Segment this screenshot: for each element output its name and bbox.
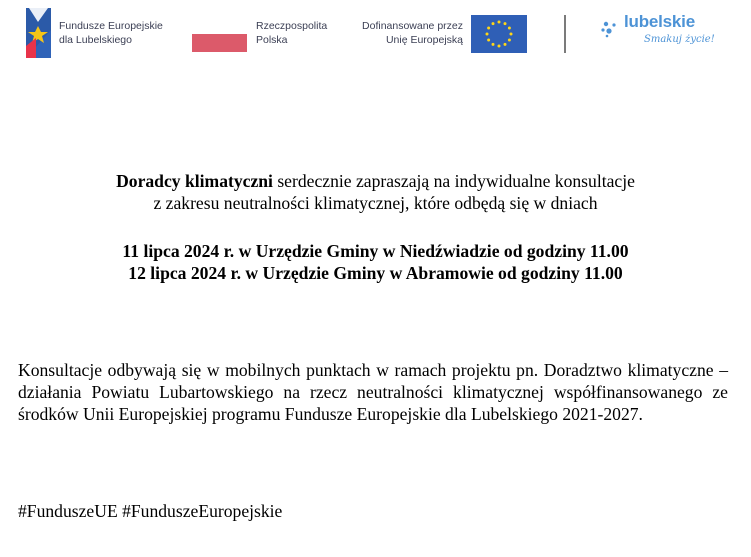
eu-star-icon bbox=[510, 33, 513, 36]
logo-bar bbox=[0, 0, 751, 66]
fundusze-europejskie-text bbox=[59, 19, 163, 47]
eu-flag-icon bbox=[471, 15, 527, 58]
lubelskie-mark-icon bbox=[600, 16, 624, 40]
logo-divider bbox=[564, 15, 566, 53]
event-dates bbox=[0, 240, 751, 284]
eu-star-icon bbox=[487, 39, 490, 42]
eu-star-icon bbox=[486, 33, 489, 36]
event-date-2: 12 lipca 2024 r. w Urzędzie Gminy w Abramowie od godziny 11.00 bbox=[128, 263, 623, 283]
invitation-line1 bbox=[0, 170, 751, 192]
lubelskie-slogan: Smakuj życie! bbox=[644, 34, 715, 45]
fundusze-europejskie-emblem-icon bbox=[26, 8, 51, 58]
rp-line2: Polska bbox=[256, 34, 288, 46]
invitation-bold-lead: Doradcy klimatyczni bbox=[116, 171, 273, 191]
fundusze-line1: Fundusze Europejskie bbox=[59, 20, 163, 32]
eu-line2: Unię Europejską bbox=[385, 34, 463, 46]
consultation-paragraph: Konsultacje odbywają się w mobilnych punktach w ramach projektu pn. Doradztwo klimatyczne – działania Powiatu Lubartowskiego na rzecz neutralności klimatycznej współfinansowanego ze środków Unii Europejskiej programu Fundusze Europejskie dla Lubelskiego 2021-2027. bbox=[18, 360, 728, 424]
invitation-line1-rest: serdecznie zapraszają na indywidualne konsultacje bbox=[272, 171, 635, 191]
fundusze-europejskie-logo bbox=[26, 8, 163, 58]
eu-star-icon bbox=[498, 21, 501, 24]
hashtags: #FunduszeUE #FunduszeEuropejskie bbox=[18, 501, 283, 521]
eu-star-icon bbox=[498, 45, 501, 48]
eu-star-icon bbox=[492, 43, 495, 46]
eu-star-icon bbox=[487, 27, 490, 30]
invitation-line2: z zakresu neutralności klimatycznej, które odbędą się w dniach bbox=[153, 193, 598, 213]
rp-flag bbox=[192, 16, 247, 52]
invitation-text bbox=[0, 170, 751, 214]
lubelskie-word: lubelskie bbox=[624, 12, 695, 31]
eu-star-icon bbox=[492, 22, 495, 25]
lubelskie-logo bbox=[600, 12, 715, 54]
eu-text bbox=[355, 19, 463, 47]
event-date-1: 11 lipca 2024 r. w Urzędzie Gminy w Niedźwiadzie od godziny 11.00 bbox=[122, 241, 629, 261]
eu-star-icon bbox=[508, 39, 511, 42]
eu-star-icon bbox=[504, 43, 507, 46]
eu-star-icon bbox=[508, 27, 511, 30]
fundusze-line2: dla Lubelskiego bbox=[59, 34, 132, 46]
rp-text bbox=[256, 19, 327, 47]
eu-star-icon bbox=[504, 22, 507, 25]
eu-line1: Dofinansowane przez bbox=[362, 20, 463, 32]
rp-line1: Rzeczpospolita bbox=[256, 20, 328, 32]
